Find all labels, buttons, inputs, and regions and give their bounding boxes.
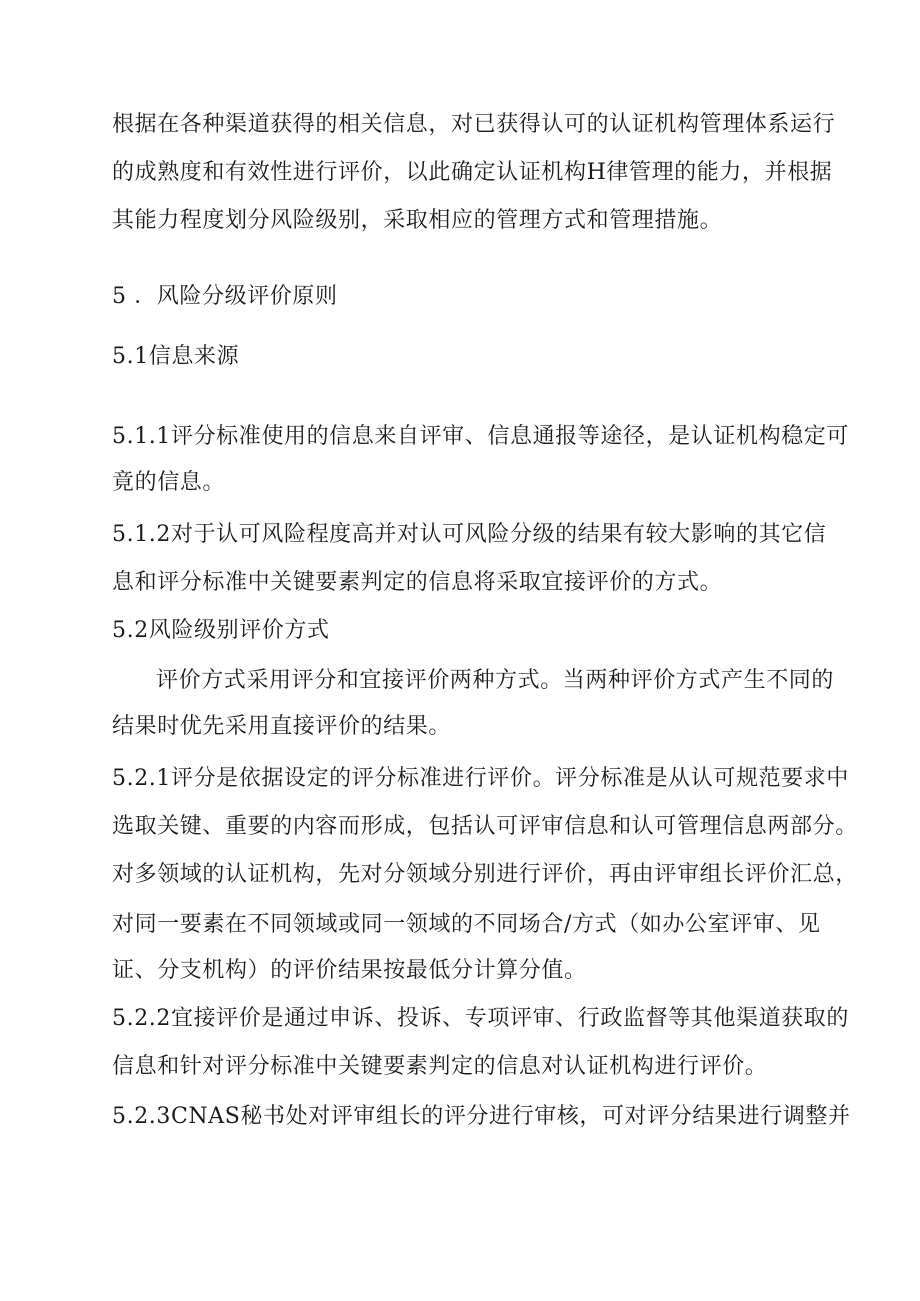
paragraph-line: 其能力程度划分风险级别，采取相应的管理方式和管理措施。	[112, 208, 723, 233]
section-heading: 5 ．风险分级评价原则	[112, 284, 338, 309]
clause-line: 选取关键、重要的内容而形成，包括认可评审信息和认可管理信息两部分。	[112, 814, 858, 839]
paragraph-line: 评价方式采用评分和宜接评价两种方式。当两种评价方式产生不同的	[156, 668, 835, 693]
clause-line: 息和评分标准中关键要素判定的信息将采取宜接评价的方式。	[112, 570, 723, 595]
paragraph-line: 的成熟度和有效性进行评价，以此确定认证机构H律管理的能力，并根据	[112, 160, 833, 185]
clause-line: 信息和针对评分标准中关键要素判定的信息对认证机构进行评价。	[112, 1054, 768, 1079]
paragraph-line: 根据在各种渠道获得的相关信息，对已获得认可的认证机构管理体系运行	[112, 112, 836, 137]
subsection-heading: 5.1信息来源	[112, 344, 240, 369]
clause-line: 5.2.2宜接评价是通过申诉、投诉、专项评审、行政监督等其他渠道获取的	[112, 1006, 849, 1031]
clause-line: 5.1.1评分标准使用的信息来自评审、信息通报等途径，是认证机构稳定可	[112, 424, 849, 449]
subsection-heading: 5.2风险级别评价方式	[112, 618, 330, 643]
clause-line: 5.2.3CNAS秘书处对评审组长的评分进行审核，可对评分结果进行调整并	[112, 1104, 851, 1129]
clause-line: 5.2.1评分是依据设定的评分标准进行评价。评分标准是从认可规范要求中	[112, 766, 849, 791]
clause-line: 5.1.2对于认可风险程度高并对认可风险分级的结果有较大影响的其它信	[112, 522, 827, 547]
clause-line: 对多领域的认证机构，先对分领域分别进行评价，再由评审组长评价汇总，	[112, 862, 858, 887]
clause-line: 竟的信息。	[112, 470, 226, 495]
paragraph-line: 结果时优先采用直接评价的结果。	[112, 714, 452, 739]
clause-line: 对同一要素在不同领域或同一领域的不同场合/方式（如办公室评审、见	[112, 912, 821, 937]
clause-line: 证、分支机构）的评价结果按最低分计算分值。	[112, 958, 587, 983]
